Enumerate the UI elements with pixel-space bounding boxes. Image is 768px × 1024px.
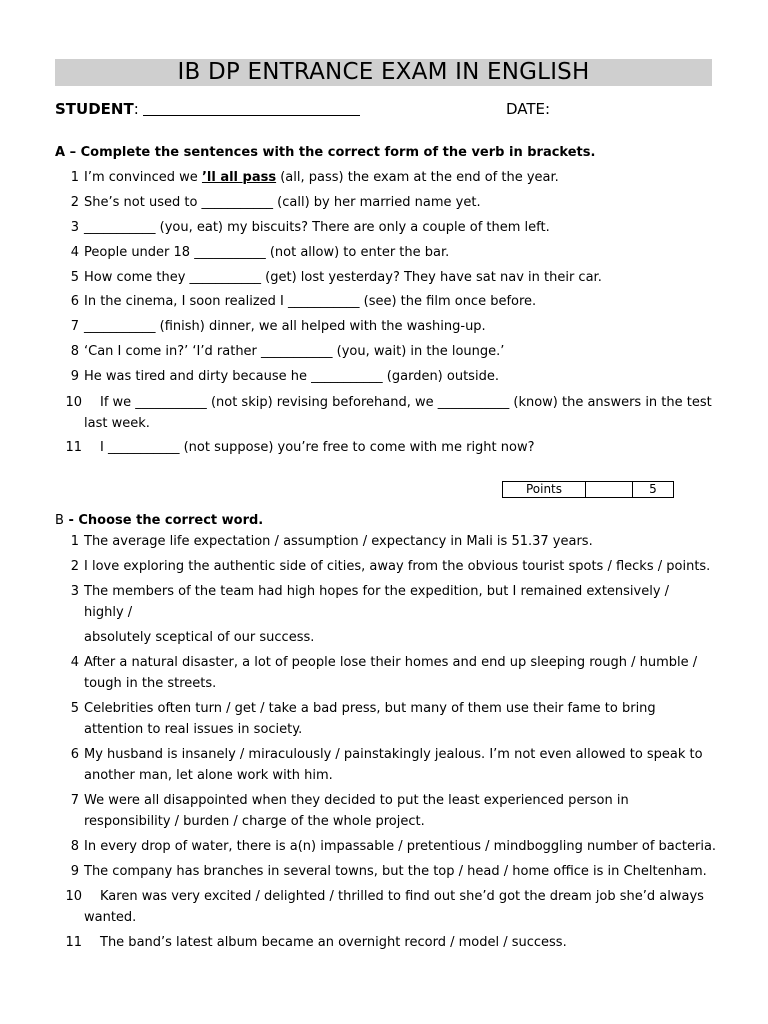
item-text: If we ___________ (not skip) revising beforehand, we ___________ (know) the answers in the test last week. [84, 395, 712, 431]
item-text: I’m convinced we ’ll all pass (all, pass) the exam at the end of the year. [84, 170, 559, 185]
item-text: I ___________ (not suppose) you’re free to come with me right now? [100, 440, 535, 455]
item-text: ‘Can I come in?’ ‘I’d rather ___________ (you, wait) in the lounge.’ [84, 344, 505, 359]
item-text: The company has branches in several towns, but the top / head / home office is in Cheltenham. [84, 864, 707, 879]
student-label: STUDENT [55, 100, 134, 118]
section-b-heading: B - Choose the correct word. [55, 513, 264, 528]
item-text: In every drop of water, there is a(n) impassable / pretentious / mindboggling number of bacteria. [84, 839, 717, 854]
student-row [55, 99, 712, 119]
item-text: He was tired and dirty because he ___________ (garden) outside. [84, 369, 499, 384]
exam-page: IB DP ENTRANCE EXAM IN ENGLISH STUDENT: DATE: A – Complete the sentences with the correct form of the verb in brackets. 1 I’m convinced we ’ll all pass (all, pass) the exam at the end of the year. 2 She’s not used to ___________ (call) by her married name yet. 3 ___________ (you, eat) my biscuits? There are only a couple of them left. 4 People under 18 ___________ (not allow) to enter the bar. 5 How come they ___________ (get) lost yesterday? They have sat nav in their car. 6 In the cinema, I soon realized I ___________ (see) the film once before. 7 ___________ (finish) dinner, we all helped with the washing-up. 8 ‘Can I come in?’ ‘I’d rather ___________ (you, wait) in the lounge.’ 9 He was tired and dirty because he ___________ (garden) outside. 10 If we ___________ (not skip) revising beforehand, we ___________ (know) the answers in the test last week. 11 I ___________ (not suppose) you’re free to come with me right now? Points 5 B - Choose the correct word. 1 The average life expectation / assumption / expectancy in Mali is 51.37 years. 2 I love exploring the authentic side of cities, away from the obvious tourist spots / flecks / points. 3 The members of the team had high hopes for the expedition, but I remained extensively / highly / absolutely sceptical of our success. 4 After a natural disaster, a lot of people lose their homes and end up sleeping rough / humble / tough in the streets. 5 Celebrities often turn / get / take a bad press, but many of them use their fame to bring attention to real issues in society. 6 My husband is insanely / miraculously / painstakingly jealous. I’m not even allowed to speak to another man, let alone work with him. 7 We were all disappointed when they decided to put the least experienced person in responsibility / burden / charge of the whole project. 8 In every drop of water, there is a(n) impassable / pretentious / mindboggling number of bacteria. 9 The company has branches in several towns, but the top / head / home office is in Cheltenham. 10 Karen was very excited / delighted / thrilled to find out she’d got the dream job she’d always wanted. 11 The band’s latest album became an overnight record / model / success. [0, 0, 768, 1024]
item-text: The members of the team had high hopes for the expedition, but I remained extensively / highly / [84, 584, 670, 620]
item-text: People under 18 ___________ (not allow) to enter the bar. [84, 245, 450, 260]
item-text: How come they ___________ (get) lost yesterday? They have sat nav in their car. [84, 270, 602, 285]
item-text: My husband is insanely / miraculously / painstakingly jealous. I’m not even allowed to speak to another man, let alone work with him. [84, 747, 703, 783]
points-score-field[interactable] [586, 482, 633, 497]
item-text: Karen was very excited / delighted / thrilled to find out she’d got the dream job she’d always wanted. [84, 889, 704, 925]
item-text: She’s not used to ___________ (call) by her married name yet. [84, 195, 481, 210]
item-text: After a natural disaster, a lot of people lose their homes and end up sleeping rough / humble / tough in the streets. [84, 655, 698, 691]
item-text: We were all disappointed when they decided to put the least experienced person in responsibility / burden / charge of the whole project. [84, 793, 629, 829]
item-text: I love exploring the authentic side of cities, away from the obvious tourist spots / flecks / points. [84, 559, 711, 574]
item-text: The average life expectation / assumption / expectancy in Mali is 51.37 years. [84, 534, 593, 549]
item-text: ___________ (you, eat) my biscuits? There are only a couple of them left. [84, 220, 550, 235]
item-text: ___________ (finish) dinner, we all helped with the washing-up. [84, 319, 486, 334]
item-text: The band’s latest album became an overnight record / model / success. [100, 935, 567, 950]
example-answer: ’ll all pass [201, 170, 277, 185]
item-text: absolutely sceptical of our success. [84, 630, 315, 645]
student-colon: : [133, 100, 139, 118]
student-name-line[interactable] [143, 101, 360, 116]
date-label: DATE: [506, 100, 551, 118]
points-label: Points [503, 482, 586, 497]
points-box [502, 481, 674, 498]
points-max: 5 [649, 482, 657, 496]
exam-title: IB DP ENTRANCE EXAM IN ENGLISH [55, 59, 712, 86]
item-text: Celebrities often turn / get / take a bad press, but many of them use their fame to bring attention to real issues in society. [84, 701, 656, 737]
item-text: In the cinema, I soon realized I ___________ (see) the film once before. [84, 294, 537, 309]
item-number: 1 [70, 170, 79, 185]
section-a-heading: A – Complete the sentences with the correct form of the verb in brackets. [55, 145, 596, 160]
